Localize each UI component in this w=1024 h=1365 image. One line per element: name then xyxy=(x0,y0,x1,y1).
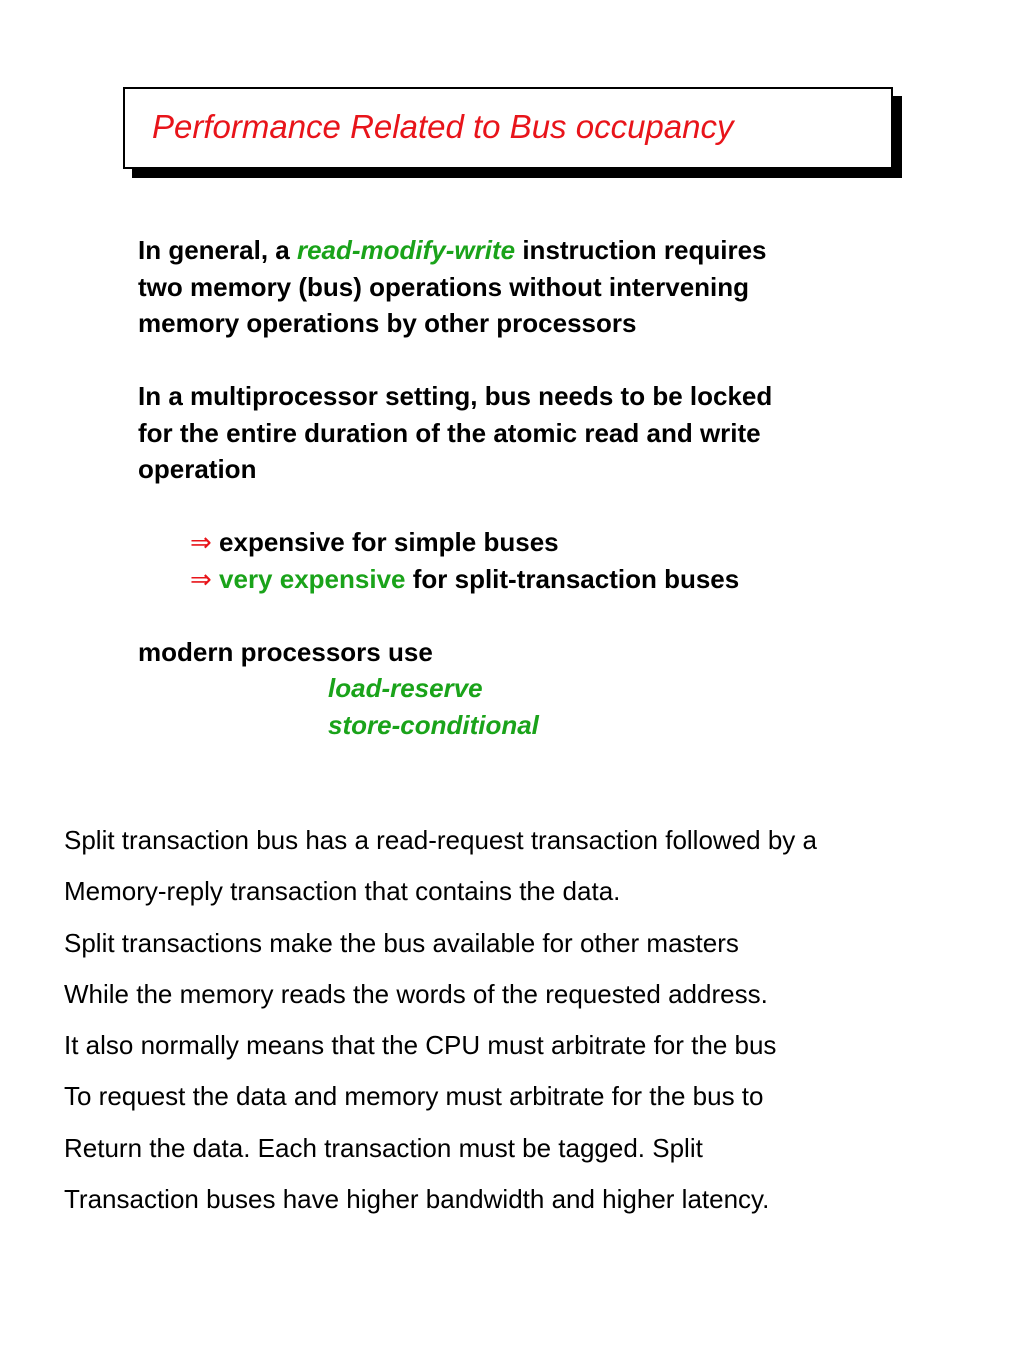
title-box xyxy=(123,87,893,169)
bullet-item-simple-buses: ⇒ expensive for simple buses xyxy=(190,527,559,557)
paragraph-read-modify-write-line-1: In general, a read-modify-write instruction requires xyxy=(138,235,767,265)
paragraph-read-modify-write-line-3: memory operations by other processors xyxy=(138,308,637,338)
body-line: To request the data and memory must arbitrate for the bus to xyxy=(64,1081,764,1112)
very-expensive-term: very expensive xyxy=(211,563,406,594)
body-line: Memory-reply transaction that contains the data. xyxy=(64,876,621,907)
implies-arrow-icon: ⇒ xyxy=(190,527,212,557)
body-line: Transaction buses have higher bandwidth and higher latency. xyxy=(64,1184,770,1215)
paragraph-multiprocessor-line-2: for the entire duration of the atomic read and write xyxy=(138,417,761,448)
spacer xyxy=(138,342,938,379)
modern-processors-intro: modern processors use xyxy=(138,636,433,667)
body-line: Split transaction bus has a read-request transaction followed by a xyxy=(64,825,817,855)
spacer xyxy=(138,597,938,634)
spacer xyxy=(138,488,938,525)
body-line: Split transactions make the bus available for other masters xyxy=(64,927,739,958)
read-modify-write-term: read-modify-write xyxy=(296,235,516,265)
bullet-item-split-transaction: ⇒ very expensive for split-transaction buses xyxy=(190,563,740,594)
paragraph-multiprocessor-line-3: operation xyxy=(138,454,257,484)
body-line: While the memory reads the words of the requested address. xyxy=(64,978,768,1009)
store-conditional-term: store-conditional xyxy=(328,709,539,740)
implies-arrow-icon: ⇒ xyxy=(190,563,212,594)
key-points-section xyxy=(138,232,938,743)
page-title: Performance Related to Bus occupancy xyxy=(152,108,734,145)
split-transaction-explanation xyxy=(64,815,1004,1225)
body-line: It also normally means that the CPU must arbitrate for the bus xyxy=(64,1030,777,1061)
paragraph-read-modify-write-line-2: two memory (bus) operations without intervening xyxy=(138,271,750,302)
load-reserve-term: load-reserve xyxy=(328,673,483,703)
body-line: Return the data. Each transaction must be tagged. Split xyxy=(64,1132,703,1163)
paragraph-multiprocessor-line-1: In a multiprocessor setting, bus needs to be locked xyxy=(138,381,773,411)
